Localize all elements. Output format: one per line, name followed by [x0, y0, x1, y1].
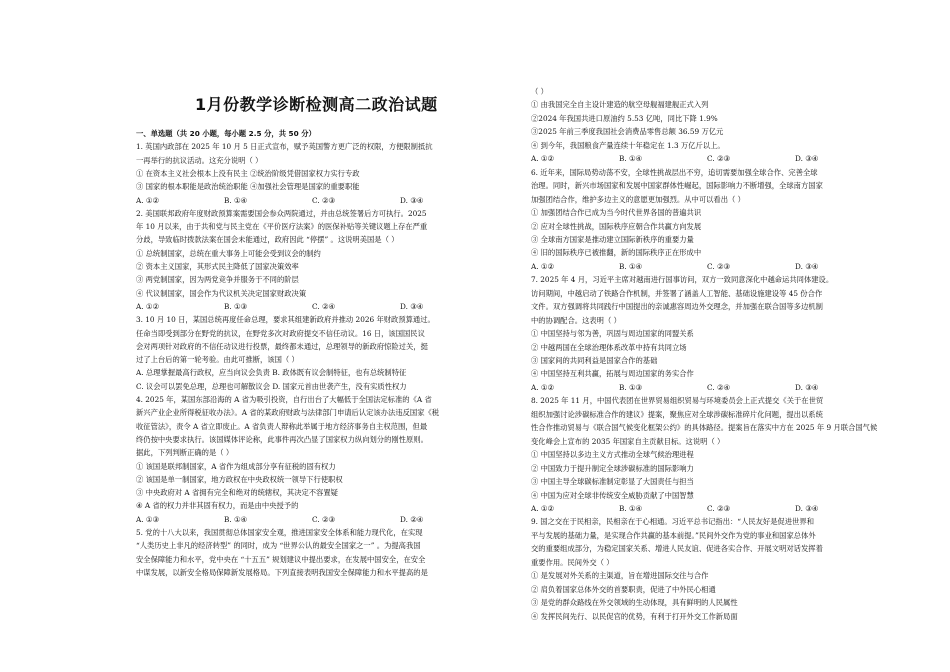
answer-option: B. ①③: [224, 301, 248, 311]
text-line: 平与发展的基础力量，是实现合作共赢的基本前提。”民间外交作为党的事业和国家总体外: [531, 530, 816, 540]
text-line: 文件。双方强调将共同践行中国提出的亲诚惠容周边外交理念，并加强在联合国等多边机制: [531, 302, 823, 312]
text-line: ② 肩负着国家总体外交的首要职责，促进了中外民心相通: [531, 584, 716, 594]
text-line: ② 该国是单一制国家，地方政权在中央政权统一领导下行使职权: [136, 474, 343, 484]
text-line: 重要作用。民间外交（ ）: [531, 557, 614, 567]
text-line: ② 中越两国在全球治理体系改革中持有共同立场: [531, 342, 687, 352]
text-line: 新兴产业企业所得税征收办法》。A 省的某政府财政与法律部门申请后认定该办法违反国家《税: [136, 408, 440, 418]
text-line: ④ 代议制国家，国会作为代议机关决定国家财政决策: [136, 288, 307, 298]
answer-option: D. ③④: [795, 154, 819, 164]
answer-option: C. ②③: [707, 154, 731, 164]
answer-options: [136, 515, 492, 525]
text-line: 交的重要组成部分，为稳定国家关系、增进人民友谊、促进各实合作、开展文明对话发挥着: [531, 544, 823, 554]
answer-option: B. ①④: [619, 503, 643, 513]
answer-options: [531, 154, 887, 164]
text-line: ④ 中国为应对全球非传统安全威胁贡献了中国智慧: [531, 490, 694, 500]
answer-option: A. ①②: [531, 503, 554, 513]
text-line: ① 总统制国家，总统在重大事务上可能会受到议会的制约: [136, 248, 321, 258]
text-line: 访问期间，中越启动了铁路合作机制，并签署了涵盖人工智能、基础设施建设等 45 份合作: [531, 288, 823, 298]
text-line: 变化峰会上宣布的 2035 年国家自主贡献目标。这说明（ ）: [531, 436, 725, 446]
text-line: 治理。同时，新兴市场国家和发展中国家群体性崛起，国际影响力不断增强，全球南方国家: [531, 181, 823, 191]
text-line: （ ）: [531, 87, 548, 96]
text-line: ② 资本主义国家，其形式民主降低了国家决策效率: [136, 262, 299, 271]
text-line: 组织加强讨论涉碳标准合作的建议》提案，聚焦应对全球涉碳标准碎片化问题，提出以系统: [531, 409, 823, 419]
text-line: ④ 中国坚持互利共赢，拓展与周边国家的务实合作: [531, 369, 694, 379]
text-line: 中的协调配合。这表明（ ）: [531, 315, 621, 325]
text-line: C. 议会可以罢免总理，总理也可解散议会 D. 国家元首由世袭产生，没有实质性权力: [136, 381, 407, 391]
text-line: ③ 两党制国家，因为两党竞争并服务于不同的阶层: [136, 275, 299, 285]
text-line: 过了上台后的第一轮考验。由此可推断，该国（ ）: [136, 355, 299, 365]
text-line: ④ 发挥民间先行、以民促官的优势，有利于打开外交工作新局面: [531, 611, 738, 621]
answer-option: C. ②③: [707, 261, 731, 271]
text-line: 会对两项针对政府的不信任动议进行投票，最终都未通过，总理领导的新政府惊险过关，挺: [136, 341, 428, 351]
answer-option: C. ②③: [312, 195, 336, 205]
text-line: ① 中国坚持以多边主义方式推动全球气候治理进程: [531, 450, 694, 460]
answer-option: C. ②③: [707, 503, 731, 513]
answer-option: B. ①③: [619, 382, 643, 392]
answer-option: C. ②③: [312, 514, 336, 524]
text-line: ③ 国家间的共同利益是国家合作的基础: [531, 356, 658, 365]
answer-option: A. ①②: [531, 261, 554, 271]
text-line: 性合作推动贸易与《联合国气候变化框架公约》的具体路径。提案旨在落实中方在 2025 年 9 月联合国气候: [531, 423, 878, 433]
text-line: ① 在资本主义社会根本上没有民主 ②统治阶级凭借国家权力实行专政: [136, 168, 360, 178]
text-line: ②2024 年我国共进口原油约 5.53 亿吨，同比下降 1.9%: [531, 113, 718, 123]
answer-option: B. ①④: [619, 154, 643, 164]
text-line: 中谋发展，以新安全格局保障新发展格局。下列直接表明我国安全保障能力和水平提高的是: [136, 567, 428, 577]
answer-option: D. ③④: [795, 261, 819, 271]
text-line: 8. 2025 年 11 月，中国代表团在世界贸易组织贸易与环境委员会上正式提交《关于在世贸: [531, 396, 824, 406]
text-line: ④ 旧的国际秩序已被推翻，新的国际秩序正在形成中: [531, 248, 702, 258]
text-line: 6. 近年来，国际局势动荡不安，全球性挑战层出不穷，追切需要加强全球合作、完善全球: [531, 167, 818, 177]
page-title: 1月份教学诊断检测高二政治试题: [195, 95, 438, 114]
text-line: ③ 是党的群众路线在外交领域的生动体现，具有鲜明的人民属性: [531, 598, 738, 608]
text-line: 据此，下列判断正确的是（ ）: [136, 448, 234, 458]
answer-options: [136, 196, 492, 206]
answer-option: C. ②④: [707, 382, 731, 392]
text-line: ① 由我国完全自主设计建造的航空母舰福建舰正式入列: [531, 100, 709, 110]
text-line: ② 应对全球性挑战，国际秩序应朝合作共赢方向发展: [531, 221, 702, 231]
answer-option: D. ③④: [400, 301, 424, 311]
text-line: 年 10 月以来，由于共和党与民主党在《平价医疗法案》的医保补贴等关键议题上存在严重: [136, 222, 428, 232]
answer-options: [531, 262, 887, 272]
text-line: ③ 全球南方国家是推动建立国际新秩序的重要力量: [531, 234, 694, 244]
text-line: 收征管法》，责令 A 省立即废止。A 省负责人辩称此举属于地方经济事务自主权范围，但最: [136, 421, 428, 431]
text-line: 任命当即受到部分在野党的抗议，在野党多次对政府提交不信任动议。16 日，该国国民议: [136, 328, 425, 338]
text-line: ① 加强团结合作已成为当今时代世界各国的普遍共识: [531, 208, 702, 218]
answer-option: D. ③④: [795, 382, 819, 392]
answer-option: A. ①②: [136, 195, 159, 205]
answer-option: A. ①②: [531, 382, 554, 392]
text-line: 9. 国之交在于民相亲，民相亲在于心相通。习近平总书记指出：“人民友好是促进世界和: [531, 517, 814, 527]
text-line: ③ 中央政府对 A 省拥有完全和绝对的统辖权，其决定不容置疑: [136, 488, 338, 498]
answer-option: C. ②④: [312, 301, 336, 311]
answer-option: D. ③④: [795, 503, 819, 513]
answer-option: D. ②④: [400, 514, 424, 524]
text-line: 分歧，导致临时拨款法案在国会未能通过，政府因此 “停摆” 。这说明美国是（ ）: [136, 235, 399, 245]
answer-option: A. ①③: [136, 514, 159, 524]
text-line: A. 总理掌握最高行政权，应当向议会负责 B. 政体既有议会制特征，也有总统制特征: [136, 368, 407, 378]
text-line: ③2025 年前三季度我国社会消费品零售总额 36.59 万亿元: [531, 127, 724, 137]
text-line: 终仍按中央要求执行。该国媒体评论称，此事件再次凸显了国家权力纵向划分的刚性原则。: [136, 434, 428, 444]
text-line: ① 该国是联邦制国家，A 省作为组成部分享有征税的固有权力: [136, 461, 336, 471]
text-line: ① 中国坚持与邻为善，巩固与周边国家的同盟关系: [531, 329, 694, 339]
text-line: ③ 中国主导全球碳标准制定彰显了大国责任与担当: [531, 477, 694, 487]
text-line: 安全保障能力和水平，党中央在 “十五五” 规划建议中提出要求，在发展中国安全，在安全: [136, 554, 426, 564]
answer-option: A. ①②: [531, 154, 554, 164]
answer-options: [136, 302, 492, 312]
answer-option: B. ①④: [224, 514, 248, 524]
answer-options: [531, 383, 887, 393]
answer-options: [531, 504, 887, 514]
text-line: 5. 党的十八大以来，我国贯彻总体国家安全观，推进国家安全体系和能力现代化，在实现: [136, 528, 423, 537]
text-line: 2. 美国联邦政府年度财政预算案需要国会参众两院通过，并由总统签署后方可执行。2025: [136, 208, 427, 218]
text-line: 4. 2025 年，某国东部沿海的 A 省为吸引投资，自行出台了大幅低于全国法定标准的《A 省: [136, 395, 432, 404]
text-line: “人类历史上非凡的经济转型” 的同时，成为 “世界公认的最安全国家之一” 。为提高我国: [136, 541, 421, 551]
text-line: ① 是发展对外关系的主渠道，旨在增进国际交往与合作: [531, 571, 709, 581]
answer-option: D. ③④: [400, 195, 424, 205]
answer-option: B. ①④: [619, 261, 643, 271]
text-line: 1. 英国内政部在 2025 年 10 月 5 日正式宣布，赋予英国警方更广泛的权限，方便限制抵抗: [136, 142, 433, 152]
text-line: ④ A 省的权力并非其固有权力，而是由中央授予的: [136, 501, 299, 511]
section-heading: 一、单选题（共 20 小题，每小题 2.5 分，共 50 分）: [136, 129, 316, 138]
text-line: 3. 10 月 10 日，某国总统再度任命总理，要求其组建新政府并推动 2026 年财政预算通过。: [136, 315, 435, 325]
text-line: 加强团结合作，维护多边主义的意愿更加强烈。从中可以看出（ ）: [531, 194, 745, 204]
text-line: ④ 到今年，我国粮食产量连续十年稳定在 1.3 万亿斤以上。: [531, 140, 725, 150]
text-line: ② 中国致力于提升制定全球涉碳标准的国际影响力: [531, 463, 694, 473]
text-line: 一再举行的抗议活动。这充分说明（ ）: [136, 155, 263, 165]
text-line: ③ 国家的根本职能是政治统治职能 ④加强社会管理是国家的重要职能: [136, 182, 360, 192]
text-line: 7. 2025 年 4 月，习近平主席对越南进行国事访问，双方一致同意深化中越命运共同体建设。: [531, 275, 834, 285]
answer-option: A. ①②: [136, 301, 159, 311]
answer-option: B. ①④: [224, 195, 248, 205]
